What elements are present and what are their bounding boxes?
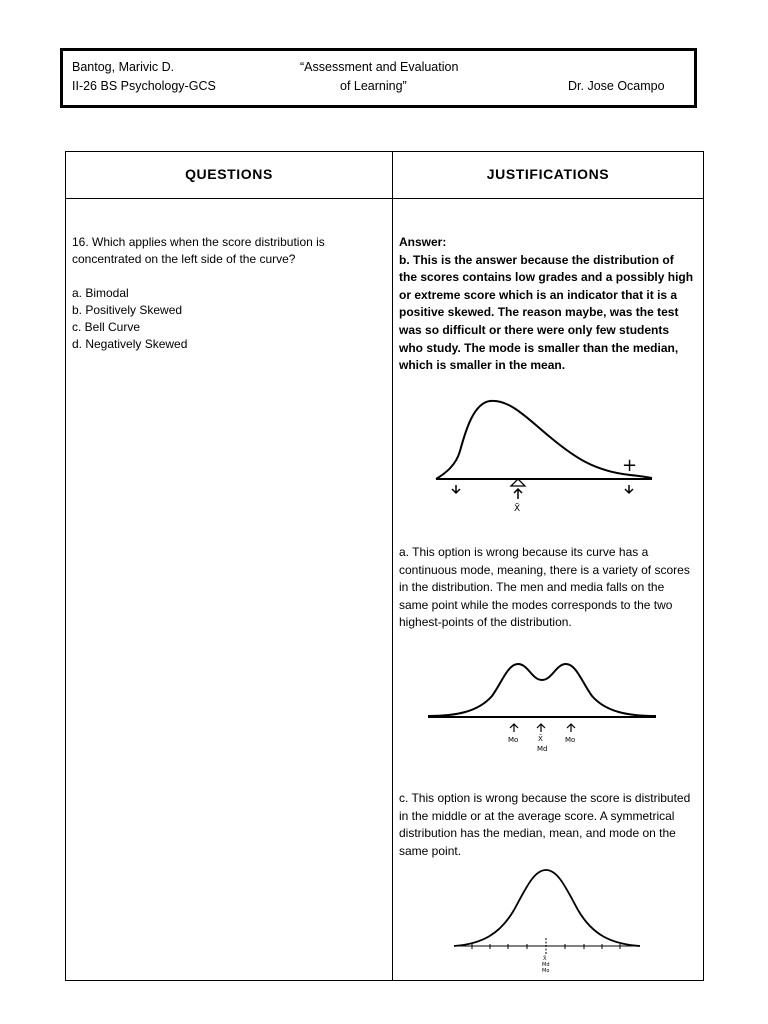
option-b: b. Positively Skewed: [72, 303, 183, 317]
bell-median-label: Md: [542, 962, 550, 968]
question-text: 16. Which applies when the score distribution is concentrated on the left side of the curve?: [72, 235, 325, 266]
mean-arrow: [514, 489, 522, 499]
instructor-name: Dr. Jose Ocampo: [568, 79, 665, 93]
answer-label: Answer:: [399, 235, 447, 249]
mean-label: X̄: [514, 504, 521, 514]
bell-curve: [454, 870, 640, 946]
column-divider: [392, 152, 393, 980]
bell-curve-figure: [452, 864, 642, 976]
plus-sign: +: [622, 455, 638, 476]
bell-mode-label: Mo: [542, 968, 550, 974]
mean-mid-label: X̄: [538, 735, 543, 743]
tail-arrow: [625, 485, 633, 493]
option-c: c. Bell Curve: [72, 320, 141, 334]
mode-left-arrow: [510, 724, 518, 732]
option-a: a. Bimodal: [72, 286, 129, 300]
header-box: [60, 48, 697, 108]
answer-text: b. This is the answer because the distribution of the scores contains low grades and a possibly high or extreme score which is an indicator that it is a positive skewed. The reason maybe, was the test was so difficult or there were only few students who study. The mode is smaller than the median, which is smaller in the mean.: [399, 252, 694, 373]
mode-left-label: Mo: [508, 736, 519, 744]
questions-header: QUESTIONS: [185, 166, 273, 182]
student-name: Bantog, Marivic D.: [72, 60, 175, 74]
header-row-divider: [66, 198, 703, 199]
course-title-line2: of Learning”: [340, 79, 407, 93]
bimodal-curve: [428, 664, 656, 716]
justifications-header: JUSTIFICATIONS: [486, 166, 610, 182]
question-block: [72, 234, 372, 353]
course-title-line1: “Assessment and Evaluation: [300, 60, 459, 74]
option-d: d. Negatively Skewed: [72, 337, 188, 351]
bimodal-figure: [426, 646, 658, 762]
median-triangle: [511, 479, 525, 486]
option-a-justification: a. This option is wrong because its curve has a continuous mode, meaning, there is a variety of scores in the distribution. The men and media falls on the same point while the modes corresponds to the two highest-points of the distribution.: [399, 545, 690, 630]
student-section: II-26 BS Psychology-GCS: [72, 79, 216, 93]
mode-right-arrow: [567, 724, 575, 732]
answer-block: [399, 234, 695, 375]
bell-mean-label: X̄: [543, 956, 547, 962]
skewed-curve: [436, 401, 652, 479]
mean-arrow-mid: [537, 724, 545, 732]
mode-right-label: Mo: [565, 736, 576, 744]
mode-arrow: [452, 485, 460, 493]
positively-skewed-figure: [430, 385, 662, 521]
median-label: Md: [537, 745, 548, 753]
qa-table: [65, 151, 704, 981]
option-c-justification: c. This option is wrong because the score is distributed in the middle or at the average score. A symmetrical distribution has the median, mean, and mode on the same point.: [399, 791, 691, 858]
